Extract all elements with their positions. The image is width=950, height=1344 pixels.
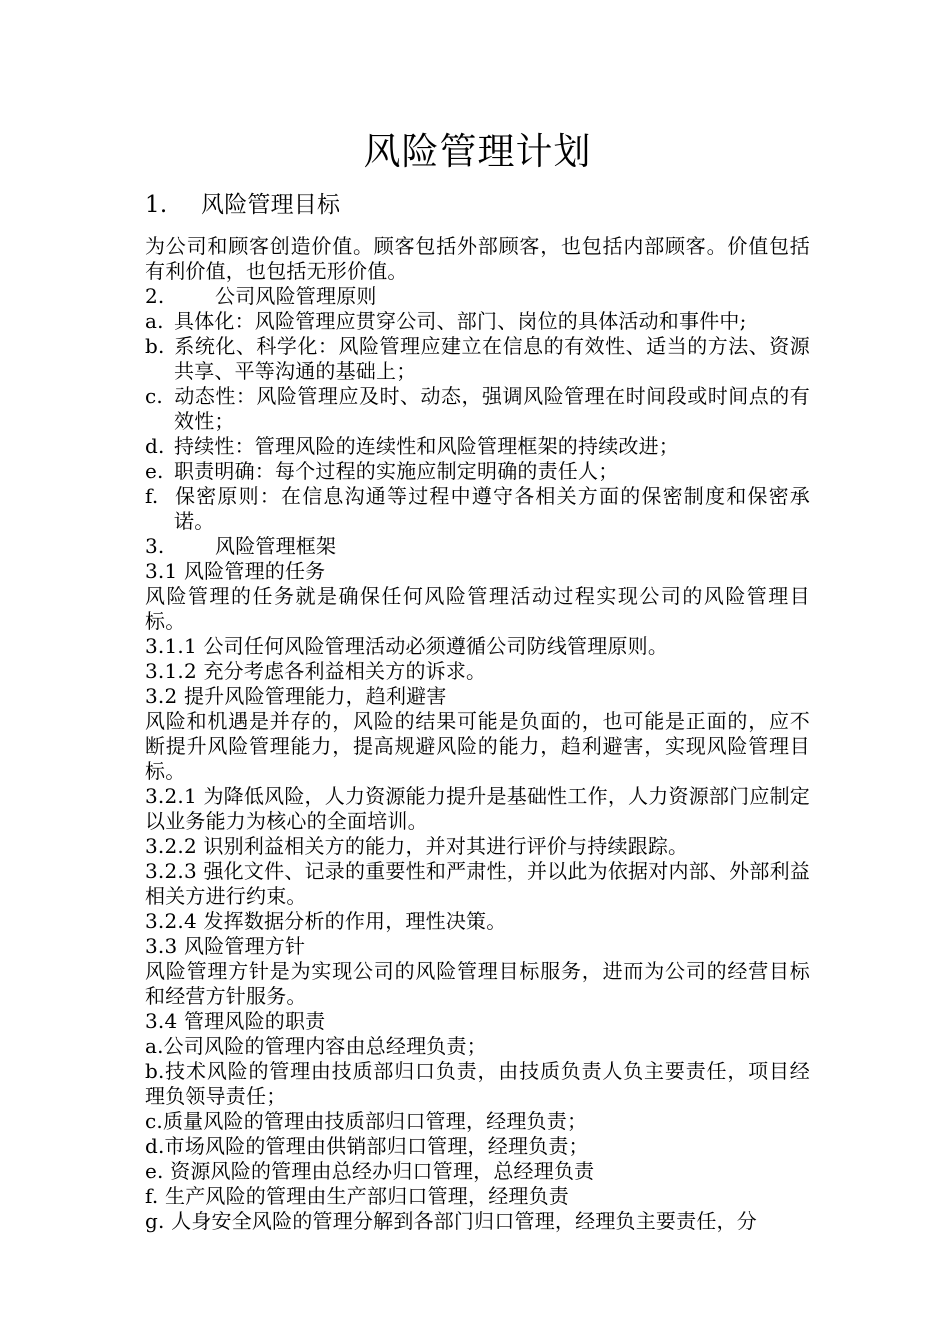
- document-title: 风险管理计划: [363, 130, 592, 173]
- principle-text: 系统化、科学化：风险管理应建立在信息的有效性、适当的方法、资源共享、平等沟通的基础上；: [174, 334, 810, 383]
- section-1-heading: [145, 190, 810, 220]
- principle-item-f: [145, 484, 810, 534]
- subsection-heading-3-1: 3.1 风险管理的任务: [145, 559, 326, 583]
- section-2-heading: [145, 284, 810, 309]
- responsibility-item-e: e. 资源风险的管理由总经办归口管理，总经理负责: [145, 1159, 595, 1183]
- clause-3-2-4: 3.2.4 发挥数据分析的作用，理性决策。: [145, 909, 507, 933]
- clause-3-2-3: 3.2.3 强化文件、记录的重要性和严肃性，并以此为依据对内部、外部利益相关方进行约束。: [145, 859, 810, 908]
- subsection-heading-3-3: 3.3 风险管理方针: [145, 934, 306, 958]
- principle-item-c: [145, 384, 810, 434]
- subsection-heading-3-4: 3.4 管理风险的职责: [145, 1009, 326, 1033]
- section-3-title: 风险管理框架: [215, 534, 337, 558]
- section-1-title: 风险管理目标: [201, 192, 341, 218]
- paragraph: 风险管理的任务就是确保任何风险管理活动过程实现公司的风险管理目标。: [145, 584, 810, 633]
- section-3-number: 3.: [145, 534, 165, 558]
- list-marker: c.: [145, 384, 163, 408]
- principle-item-a: [145, 309, 810, 334]
- principle-text: 具体化：风险管理应贯穿公司、部门、岗位的具体活动和事件中;: [174, 309, 747, 333]
- principle-text: 保密原则：在信息沟通等过程中遵守各相关方面的保密制度和保密承诺。: [174, 484, 810, 533]
- responsibility-item-f: f. 生产风险的管理由生产部归口管理，经理负责: [145, 1184, 570, 1208]
- section-1-body: 为公司和顾客创造价值。顾客包括外部顾客，也包括内部顾客。价值包括有利价值，也包括无形价值。: [145, 234, 810, 283]
- principle-item-e: [145, 459, 810, 484]
- document-page: [145, 118, 810, 1234]
- clause-3-2-1: 3.2.1 为降低风险，人力资源能力提升是基础性工作，人力资源部门应制定以业务能力为核心的全面培训。: [145, 784, 810, 833]
- principle-text: 职责明确：每个过程的实施应制定明确的责任人；: [174, 459, 619, 483]
- principle-item-d: [145, 434, 810, 459]
- responsibility-item-d: d.市场风险的管理由供销部归口管理，经理负责；: [145, 1134, 589, 1158]
- clause-3-2-2: 3.2.2 识别利益相关方的能力，并对其进行评价与持续跟踪。: [145, 834, 689, 858]
- clause-3-1-1: 3.1.1 公司任何风险管理活动必须遵循公司防线管理原则。: [145, 634, 669, 658]
- list-marker: f.: [145, 484, 159, 508]
- responsibility-item-c: c.质量风险的管理由技质部归口管理，经理负责；: [145, 1109, 588, 1133]
- section-2-title: 公司风险管理原则: [215, 284, 377, 308]
- subsection-heading-3-2: 3.2 提升风险管理能力，趋利避害: [145, 684, 447, 708]
- section-3-heading: [145, 534, 810, 559]
- list-marker: e.: [145, 459, 164, 483]
- section-2-number: 2.: [145, 284, 165, 308]
- principle-text: 持续性：管理风险的连续性和风险管理框架的持续改进；: [174, 434, 679, 458]
- responsibility-item-a: a.公司风险的管理内容由总经理负责；: [145, 1034, 487, 1058]
- paragraph: 风险和机遇是并存的，风险的结果可能是负面的，也可能是正面的，应不断提升风险管理能力，提高规避风险的能力，趋利避害，实现风险管理目标。: [145, 709, 810, 783]
- list-marker: d.: [145, 434, 165, 458]
- responsibility-item-g: g. 人身安全风险的管理分解到各部门归口管理，经理负主要责任，分: [145, 1209, 757, 1233]
- list-marker: a.: [145, 309, 164, 333]
- clause-3-1-2: 3.1.2 充分考虑各利益相关方的诉求。: [145, 659, 487, 683]
- responsibility-item-b: b.技术风险的管理由技质部归口负责，由技质负责人负主要责任，项目经理负领导责任；: [145, 1059, 810, 1108]
- principle-text: 动态性：风险管理应及时、动态，强调风险管理在时间段或时间点的有效性；: [174, 384, 810, 433]
- list-marker: b.: [145, 334, 165, 358]
- section-1-number: 1.: [145, 192, 168, 218]
- principle-item-b: [145, 334, 810, 384]
- paragraph: 风险管理方针是为实现公司的风险管理目标服务，进而为公司的经营目标和经营方针服务。: [145, 959, 810, 1008]
